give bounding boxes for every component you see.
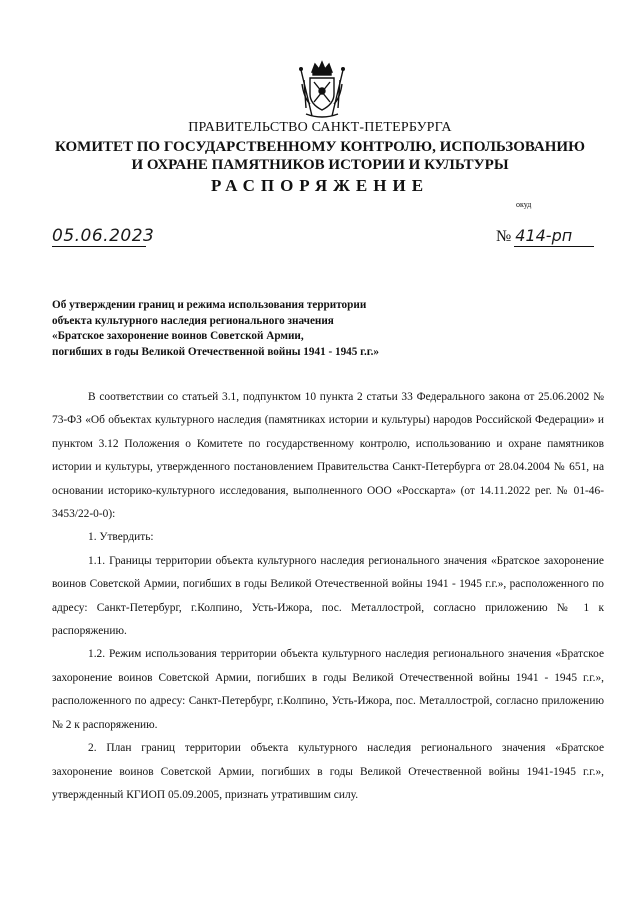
document-subject — [52, 298, 472, 360]
body-paragraph: В соответствии со статьей 3.1, подпунктом 10 пункта 2 статьи 33 Федерального закона от 25.06.2002 № 73-ФЗ «Об объектах культурного наследия (памятниках истории и культуры) народов Российской Федерации» и пунктом 3.12 Положения о Комитете по государственному контролю, использованию и охране памятников истории и культуры, утвержденного постановлением Правительства Санкт-Петербурга от 28.04.2004 № 651, на основании историко-культурного исследования, выполненного ООО «Росскарта» (от 14.11.2022 рег. № 01-46-3453/22-0-0): — [52, 391, 604, 521]
body-paragraph: 1.1. Границы территории объекта культурного наследия регионального значения «Братское захоронение воинов Советской Армии, погибших в годы Великой Отечественной войны 1941 - 1945 г.г.», расположенного по адресу: Санкт-Петербург, г.Колпино, Усть-Ижора, пос. Металлострой, согласно приложению № 1 к распоряжению. — [52, 554, 604, 638]
subject-line: объекта культурного наследия регионального значения — [52, 314, 334, 327]
committee-line-2: И ОХРАНЕ ПАМЯТНИКОВ ИСТОРИИ И КУЛЬТУРЫ — [131, 157, 509, 173]
okud-label: окуд — [516, 200, 532, 209]
subject-line: Об утверждении границ и режима использования территории — [52, 299, 367, 311]
subject-line: погибших в годы Великой Отечественной войны 1941 - 1945 г.г.» — [52, 345, 379, 358]
document-type: РАСПОРЯЖЕНИЕ — [210, 176, 430, 195]
government-name: ПРАВИТЕЛЬСТВО САНКТ-ПЕТЕРБУРГА — [188, 120, 452, 135]
document-body — [52, 386, 604, 807]
subject-line: «Братское захоронение воинов Советской Армии, — [52, 330, 304, 342]
document-number — [496, 226, 572, 246]
body-paragraph: 1. Утвердить: — [88, 531, 154, 544]
committee-line-1: КОМИТЕТ ПО ГОСУДАРСТВЕННОМУ КОНТРОЛЮ, ИСПОЛЬЗОВАНИЮ — [55, 139, 585, 155]
body-paragraph: 2. План границ территории объекта культурного наследия регионального значения «Братское захоронение воинов Советской Армии, погибших в годы Великой Отечественной войны 1941-1945 г.г.», утвержденный КГИОП 05.09.2005, признать утратившим силу. — [52, 742, 604, 801]
number-value: 414-рп — [515, 226, 573, 245]
document-date: 05.06.2023 — [52, 226, 155, 246]
body-paragraph: 1.2. Режим использования территории объекта культурного наследия регионального значения «Братское захоронение воинов Советской Армии, погибших в годы Великой Отечественной войны 1941 - 1945 г.г.», расположенного по адресу: Санкт-Петербург, г.Колпино, Усть-Ижора, пос. Металлострой, согласно приложению № 2 к распоряжению. — [52, 648, 604, 731]
number-prefix: № — [496, 228, 512, 245]
committee-name — [0, 138, 640, 174]
number-underline — [514, 246, 594, 247]
coat-of-arms-icon — [298, 58, 346, 122]
date-underline — [52, 246, 146, 247]
